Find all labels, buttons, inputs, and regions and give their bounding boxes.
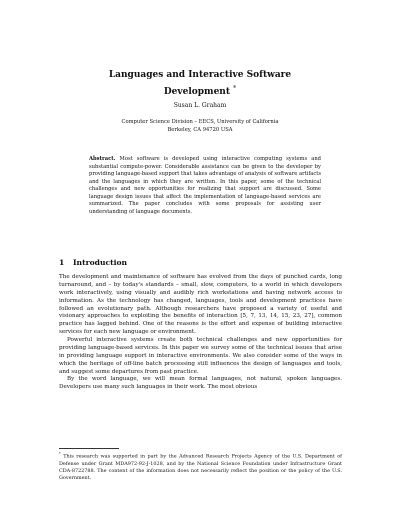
section-heading bbox=[59, 258, 127, 267]
abstract-text: Most software is developed using interactive computing systems and substantial compute-power. Considerable assistance can be given to the developer by providing language-based support that takes advantage of analysis of software artifacts and the languages in which they are written. In this paper, some of the technical challenges and new opportunities for realizing that support are discussed. Some language design issues that affect the implementation of language-based services are summarized. The paper concludes with some proposals for assisting user understanding of language documents. bbox=[89, 156, 321, 215]
paragraph: Powerful interactive systems create both technical challenges and new opportunities for providing language-based services. In this paper we survey some of the technical issues that arise in providing language support in interactive environments. We also consider some of the ways in which the heritage of off-line batch processing still influences the design of languages and tools, and suggest some departures from past practice. bbox=[59, 337, 342, 375]
footnote bbox=[59, 451, 342, 482]
section-number: 1 bbox=[59, 258, 65, 267]
affiliation-line-1: Computer Science Division – EECS, University of California bbox=[121, 119, 279, 125]
section-title: Introduction bbox=[73, 258, 128, 267]
title-footnote-mark: * bbox=[233, 85, 237, 92]
footnote-text: This research was supported in part by the Advanced Research Projects Agency of the U.S. Department of Defense under Grant MDA972-92-J-1028, and by the National Science Foundation under Infrastructure Grant CDA-8722788. The content of the information does not necessarily reflect the position or the policy of the U.S. Government. bbox=[59, 453, 342, 481]
affiliation-line-2: Berkeley, CA 94720 USA bbox=[167, 126, 233, 133]
title-line-2-text: Development bbox=[163, 87, 230, 97]
paper-title bbox=[60, 68, 340, 99]
paragraph: The development and maintenance of software has evolved from the days of punched cards, long turnaround, and – by today's standards – small, slow, computers, to a world in which developers work interactively, using visually and audibly rich workstations and having network access to information. As the technology has changed, languages, tools and development practices have followed an evolutionary path. Although researchers have proposed a variety of useful and visionary approaches to exploiting the benefits of interaction [5, 7, 13, 14, 15, 23, 27], common practice has lagged behind. One of the reasons is the effort and expense of building interactive services for each new language or environment. bbox=[59, 274, 342, 336]
abstract-label: Abstract. bbox=[89, 156, 116, 162]
title-line-2 bbox=[60, 82, 340, 99]
footnote-rule bbox=[59, 448, 119, 449]
title-line-1: Languages and Interactive Software bbox=[108, 70, 292, 80]
abstract bbox=[89, 156, 321, 216]
author-affiliation bbox=[60, 119, 340, 134]
body-text bbox=[59, 274, 342, 392]
author-name: Susan L. Graham bbox=[173, 102, 227, 109]
paragraph: By the word language, we will mean formal languages, not natural, spoken languages. Developers use many such languages in their work. The most obvious bbox=[59, 376, 342, 391]
footnote-mark: * bbox=[59, 452, 61, 456]
